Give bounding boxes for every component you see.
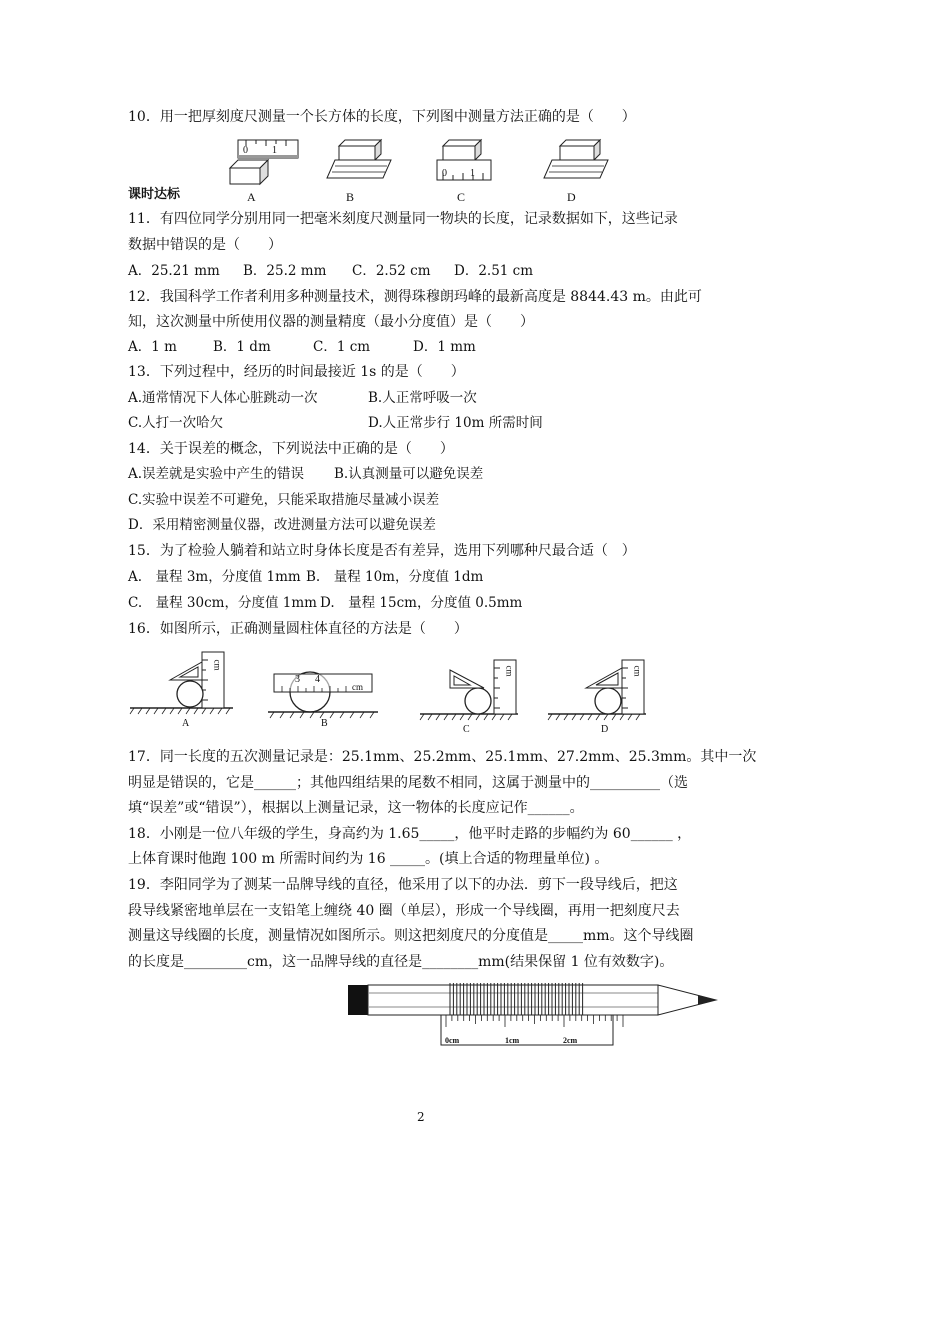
q10-a-mark-1: 1 <box>272 145 277 156</box>
q13-option-c: C.人打一次哈欠 <box>128 415 224 431</box>
q16-d-unit: cm <box>632 665 643 677</box>
q14-option-a: A.误差就是实验中产生的错误 <box>128 466 305 482</box>
q19-ruler-mark-1cm: 1cm <box>505 1036 520 1045</box>
q11-option-b: B．25.2 mm <box>243 263 327 279</box>
q10-label-b: B <box>346 190 355 204</box>
q19-ruler-mark-0cm: 0cm <box>445 1036 460 1045</box>
q16-label-b: B <box>321 718 328 729</box>
q19-line3: 测量这导线圈的长度，测量情况如图所示。则这把刻度尺的分度值是_____mm。这个导线圈 <box>128 928 694 944</box>
q16-b-mark-4: 4 <box>315 674 320 685</box>
q16-b-mark-3: 3 <box>295 674 300 685</box>
q10-a-mark-0: 0 <box>243 145 248 156</box>
q13-option-a: A.通常情况下人体心脏跳动一次 <box>128 390 318 406</box>
q16-a-unit: cm <box>212 659 223 671</box>
q15-option-c: C. 量程 30cm，分度值 1mm <box>128 595 317 611</box>
q11-line1: 11．有四位同学分别用同一把毫米刻度尺测量同一物块的长度，记录数据如下，这些记录 <box>128 211 678 227</box>
q15-option-b: B. 量程 10m，分度值 1dm <box>306 569 484 585</box>
q12-option-d: D．1 mm <box>413 339 476 355</box>
q19-line2: 段导线紧密地单层在一支铅笔上缠绕 40 圈（单层），形成一个导线圈，再用一把刻度尺去 <box>128 903 680 919</box>
q18-line2: 上体育课时他跑 100 m 所需时间约为 16 _____。(填上合适的物理量单位) 。 <box>128 851 609 867</box>
q14-option-d: D．采用精密测量仪器，改进测量方法可以避免误差 <box>128 517 436 533</box>
q12-line2: 知，这次测量中所使用仪器的测量精度（最小分度值）是（ ） <box>128 314 534 330</box>
q16-label-a: A <box>182 718 190 729</box>
q16-c-unit: cm <box>504 665 515 677</box>
q12-option-c: C．1 cm <box>313 339 371 355</box>
q14-line1: 14．关于误差的概念，下列说法中正确的是（ ） <box>128 441 454 457</box>
q10-text: 10．用一把厚刻度尺测量一个长方体的长度，下列图中测量方法正确的是（ ） <box>128 109 636 125</box>
q15-option-a: A. 量程 3m，分度值 1mm <box>128 569 301 585</box>
q10-label-d: D <box>567 190 576 204</box>
q10-c-mark-1: 1 <box>470 168 475 179</box>
q17-line1: 17．同一长度的五次测量记录是：25.1mm、25.2mm、25.1mm、27.2mm、25.3mm。其中一次 <box>128 749 757 765</box>
section-title: 课时达标 <box>128 187 181 202</box>
q16-label-c: C <box>463 724 470 735</box>
q14-option-c: C.实验中误差不可避免，只能采取措施尽量减小误差 <box>128 492 440 508</box>
q16-line1: 16．如图所示，正确测量圆柱体直径的方法是（ ） <box>128 621 468 637</box>
q18-line1: 18．小刚是一位八年级的学生，身高约为 1.65_____，他平时走路的步幅约为 60______ ， <box>128 826 692 842</box>
page-number: 2 <box>417 1110 425 1124</box>
q12-line1: 12．我国科学工作者利用多种测量技术，测得珠穆朗玛峰的最新高度是 8844.43 m。由此可 <box>128 289 702 305</box>
q19-line4: 的长度是_________cm，这一品牌导线的直径是________mm(结果保留 1 位有效数字)。 <box>128 954 674 970</box>
q17-line2: 明显是错误的，它是______；其他四组结果的尾数不相同，这属于测量中的__________（选 <box>128 775 688 791</box>
q13-option-b: B.人正常呼吸一次 <box>368 390 477 406</box>
q10-figure-b <box>325 140 395 185</box>
q12-option-b: B．1 dm <box>213 339 271 355</box>
q10-figure-a <box>226 138 301 188</box>
q10-label-c: C <box>457 190 466 204</box>
q12-option-a: A．1 m <box>128 339 177 355</box>
q10-figure-d <box>542 140 612 185</box>
q16-b-unit: cm <box>352 682 363 692</box>
q14-option-b: B.认真测量可以避免误差 <box>334 466 484 482</box>
q15-line1: 15．为了检验人躺着和站立时身体长度是否有差异，选用下列哪种尺最合适（ ） <box>128 543 636 559</box>
q16-figure-b <box>268 664 380 720</box>
q15-option-d: D. 量程 15cm，分度值 0.5mm <box>320 595 523 611</box>
q10-label-a: A <box>247 190 256 204</box>
q11-line2: 数据中错误的是（ ） <box>128 237 282 253</box>
q11-option-a: A．25.21 mm <box>128 263 220 279</box>
q19-pencil-figure <box>346 983 718 1049</box>
q13-option-d: D.人正常步行 10m 所需时间 <box>368 415 543 431</box>
q10-c-mark-0: 0 <box>442 168 447 179</box>
q11-option-d: D．2.51 cm <box>454 263 534 279</box>
q13-line1: 13．下列过程中，经历的时间最接近 1s 的是（ ） <box>128 364 465 380</box>
q16-label-d: D <box>601 724 609 735</box>
q11-option-c: C．2.52 cm <box>352 263 431 279</box>
q19-line1: 19．李阳同学为了测某一品牌导线的直径，他采用了以下的办法．剪下一段导线后，把这 <box>128 877 678 893</box>
q17-line3: 填“误差”或“错误”），根据以上测量记录，这一物体的长度应记作______。 <box>128 800 584 816</box>
q19-ruler-mark-2cm: 2cm <box>563 1036 578 1045</box>
